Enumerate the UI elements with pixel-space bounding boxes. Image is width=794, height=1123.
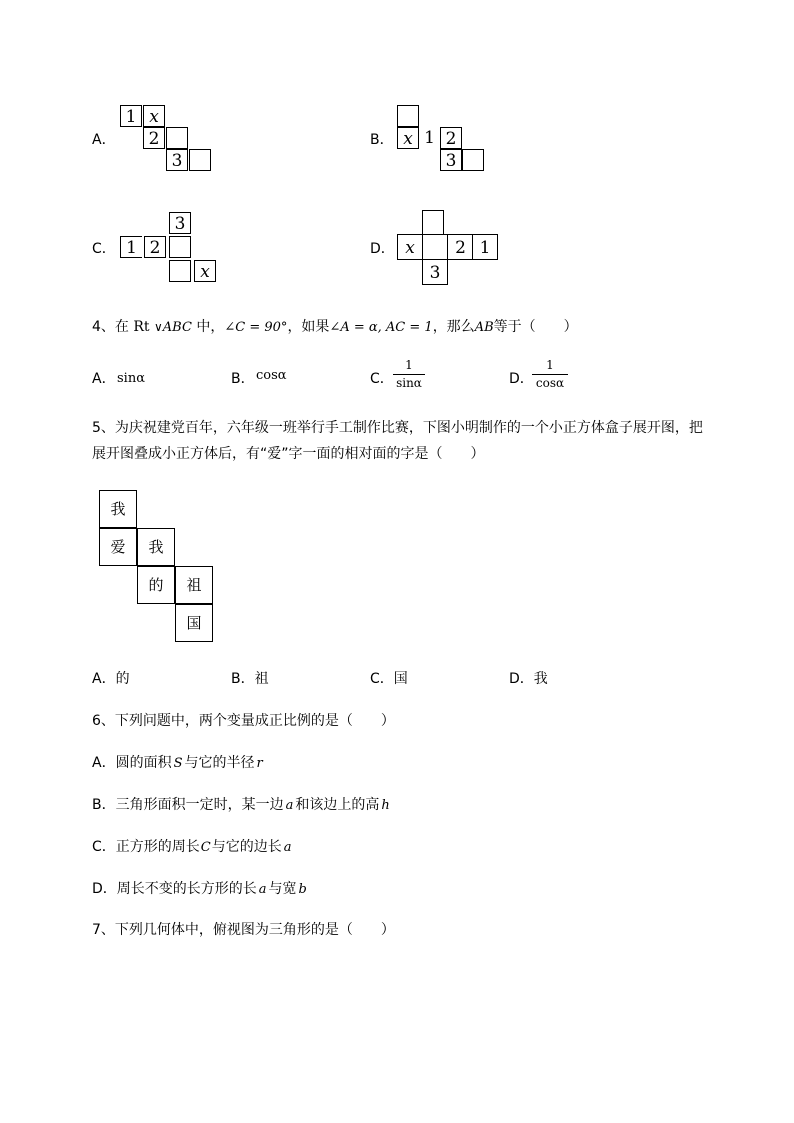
- net-b-cell: 2: [440, 127, 462, 149]
- net-d-cell: [422, 210, 444, 235]
- question-5-line2: 展开图叠成小正方体后，有“爱”字一面的相对面的字是（ ）: [92, 446, 485, 462]
- q4-triangle-symbol: ∨: [154, 320, 163, 334]
- q6-option-d-var1: a: [258, 882, 267, 897]
- question-4-stem: [92, 318, 578, 337]
- q6-option-b-var2: h: [381, 798, 390, 813]
- question-5-line1: 5、为庆祝建党百年，六年级一班举行手工制作比赛，下图小明制作的一个小正方体盒子展开图，把: [92, 420, 703, 436]
- q4-mid3: ，那么: [432, 319, 475, 335]
- q4-end: 等于（ ）: [493, 319, 578, 335]
- q6-option-d-text: D．周长不变的长方形的长: [92, 881, 257, 897]
- net-a-cell: 2: [143, 127, 165, 149]
- q4-option-b-value: cosα: [256, 368, 287, 383]
- q6-option-c-mid: 与它的边长: [211, 839, 282, 855]
- q4-option-d-label: D．: [509, 371, 534, 387]
- question-7-stem: 7、下列几何体中，俯视图为三角形的是（ ）: [92, 922, 395, 938]
- net-a-cell: [189, 149, 211, 171]
- q4-option-d-fraction: [532, 358, 568, 391]
- net-b-cell: [462, 149, 484, 171]
- q4-option-c-label: C．: [370, 371, 394, 387]
- q6-option-d: [92, 880, 309, 899]
- fraction-bar: [393, 374, 425, 375]
- option-b-label: B．: [370, 132, 394, 148]
- q5-option-d: D．我: [509, 671, 548, 687]
- q5-net-cell: 的: [137, 566, 175, 604]
- q6-option-a-mid: 与它的半径: [184, 755, 255, 771]
- q4-ab: AB: [474, 320, 494, 335]
- net-b-cell: 3: [440, 149, 462, 171]
- q5-option-b: B．祖: [231, 671, 269, 687]
- net-c-cell: [169, 236, 191, 258]
- q5-option-c: C．国: [370, 671, 408, 687]
- net-a-cell: 1: [120, 105, 142, 127]
- q6-option-d-var2: b: [298, 882, 307, 897]
- q6-option-c-text: C．正方形的周长: [92, 839, 200, 855]
- question-6-stem: 6、下列问题中，两个变量成正比例的是（ ）: [92, 713, 395, 729]
- net-b-cell: [397, 105, 419, 127]
- q6-option-a-text: A．圆的面积: [92, 755, 172, 771]
- q5-net-cell: 我: [99, 490, 137, 528]
- q6-option-a-var1: S: [173, 756, 183, 771]
- q4-mid1: 中，: [191, 319, 225, 335]
- q6-option-b-text: B．三角形面积一定时，某一边: [92, 797, 284, 813]
- option-a-label: A．: [92, 132, 116, 148]
- q4-cond2: ∠A = α, AC = 1: [329, 320, 433, 335]
- q6-option-c: [92, 838, 294, 857]
- q5-net-cell: 祖: [175, 566, 213, 604]
- q4-option-a-value: sinα: [117, 371, 145, 386]
- q4-option-c-denominator: sinα: [396, 376, 422, 390]
- option-d-label: D．: [370, 241, 395, 257]
- net-d-cell: 3: [422, 259, 448, 285]
- q4-mid2: ，如果: [287, 319, 330, 335]
- net-a-cell: x: [143, 105, 165, 127]
- q4-abc: ABC: [162, 320, 192, 335]
- q4-rt: Rt: [133, 319, 150, 335]
- q4-option-b-label: B．: [231, 371, 255, 387]
- q4-option-c-fraction: [393, 358, 425, 391]
- net-c-cell: 3: [169, 212, 191, 234]
- net-d-cell: x: [397, 234, 423, 260]
- net-c-cell: 2: [144, 236, 166, 258]
- net-c-cell: [169, 260, 191, 282]
- net-c-cell: 1: [120, 236, 142, 258]
- q6-option-a-var2: r: [256, 756, 263, 771]
- q6-option-c-var1: C: [200, 840, 211, 855]
- net-b-cell: x: [397, 127, 419, 149]
- q6-option-b-var1: a: [285, 798, 294, 813]
- q6-option-a: [92, 754, 265, 773]
- q6-option-b: [92, 796, 392, 815]
- q4-num: 4、在: [92, 319, 129, 335]
- q5-net-cell: 国: [175, 604, 213, 642]
- net-a-cell: 3: [166, 149, 188, 171]
- fraction-bar: [532, 374, 568, 375]
- net-d-cell: [422, 234, 448, 260]
- q5-net-cell: 爱: [99, 528, 137, 566]
- net-c-cell: x: [194, 260, 216, 282]
- net-d-cell: 2: [447, 234, 473, 260]
- q4-option-c-numerator: 1: [405, 358, 413, 372]
- q5-net-cell: 我: [137, 528, 175, 566]
- option-c-label: C．: [92, 241, 116, 257]
- q5-option-a: A．的: [92, 671, 130, 687]
- q4-option-d-numerator: 1: [546, 358, 554, 372]
- net-a-cell: [166, 127, 188, 149]
- q4-cond1: ∠C = 90°: [224, 320, 288, 335]
- q6-option-d-mid: 与宽: [268, 881, 297, 897]
- q6-option-b-mid: 和该边上的高: [295, 797, 380, 813]
- net-b-cell: 1: [419, 127, 441, 149]
- net-d-cell: 1: [472, 234, 498, 260]
- q4-option-d-denominator: cosα: [535, 376, 565, 390]
- q6-option-c-var2: a: [283, 840, 292, 855]
- q4-option-a-label: A．: [92, 371, 116, 387]
